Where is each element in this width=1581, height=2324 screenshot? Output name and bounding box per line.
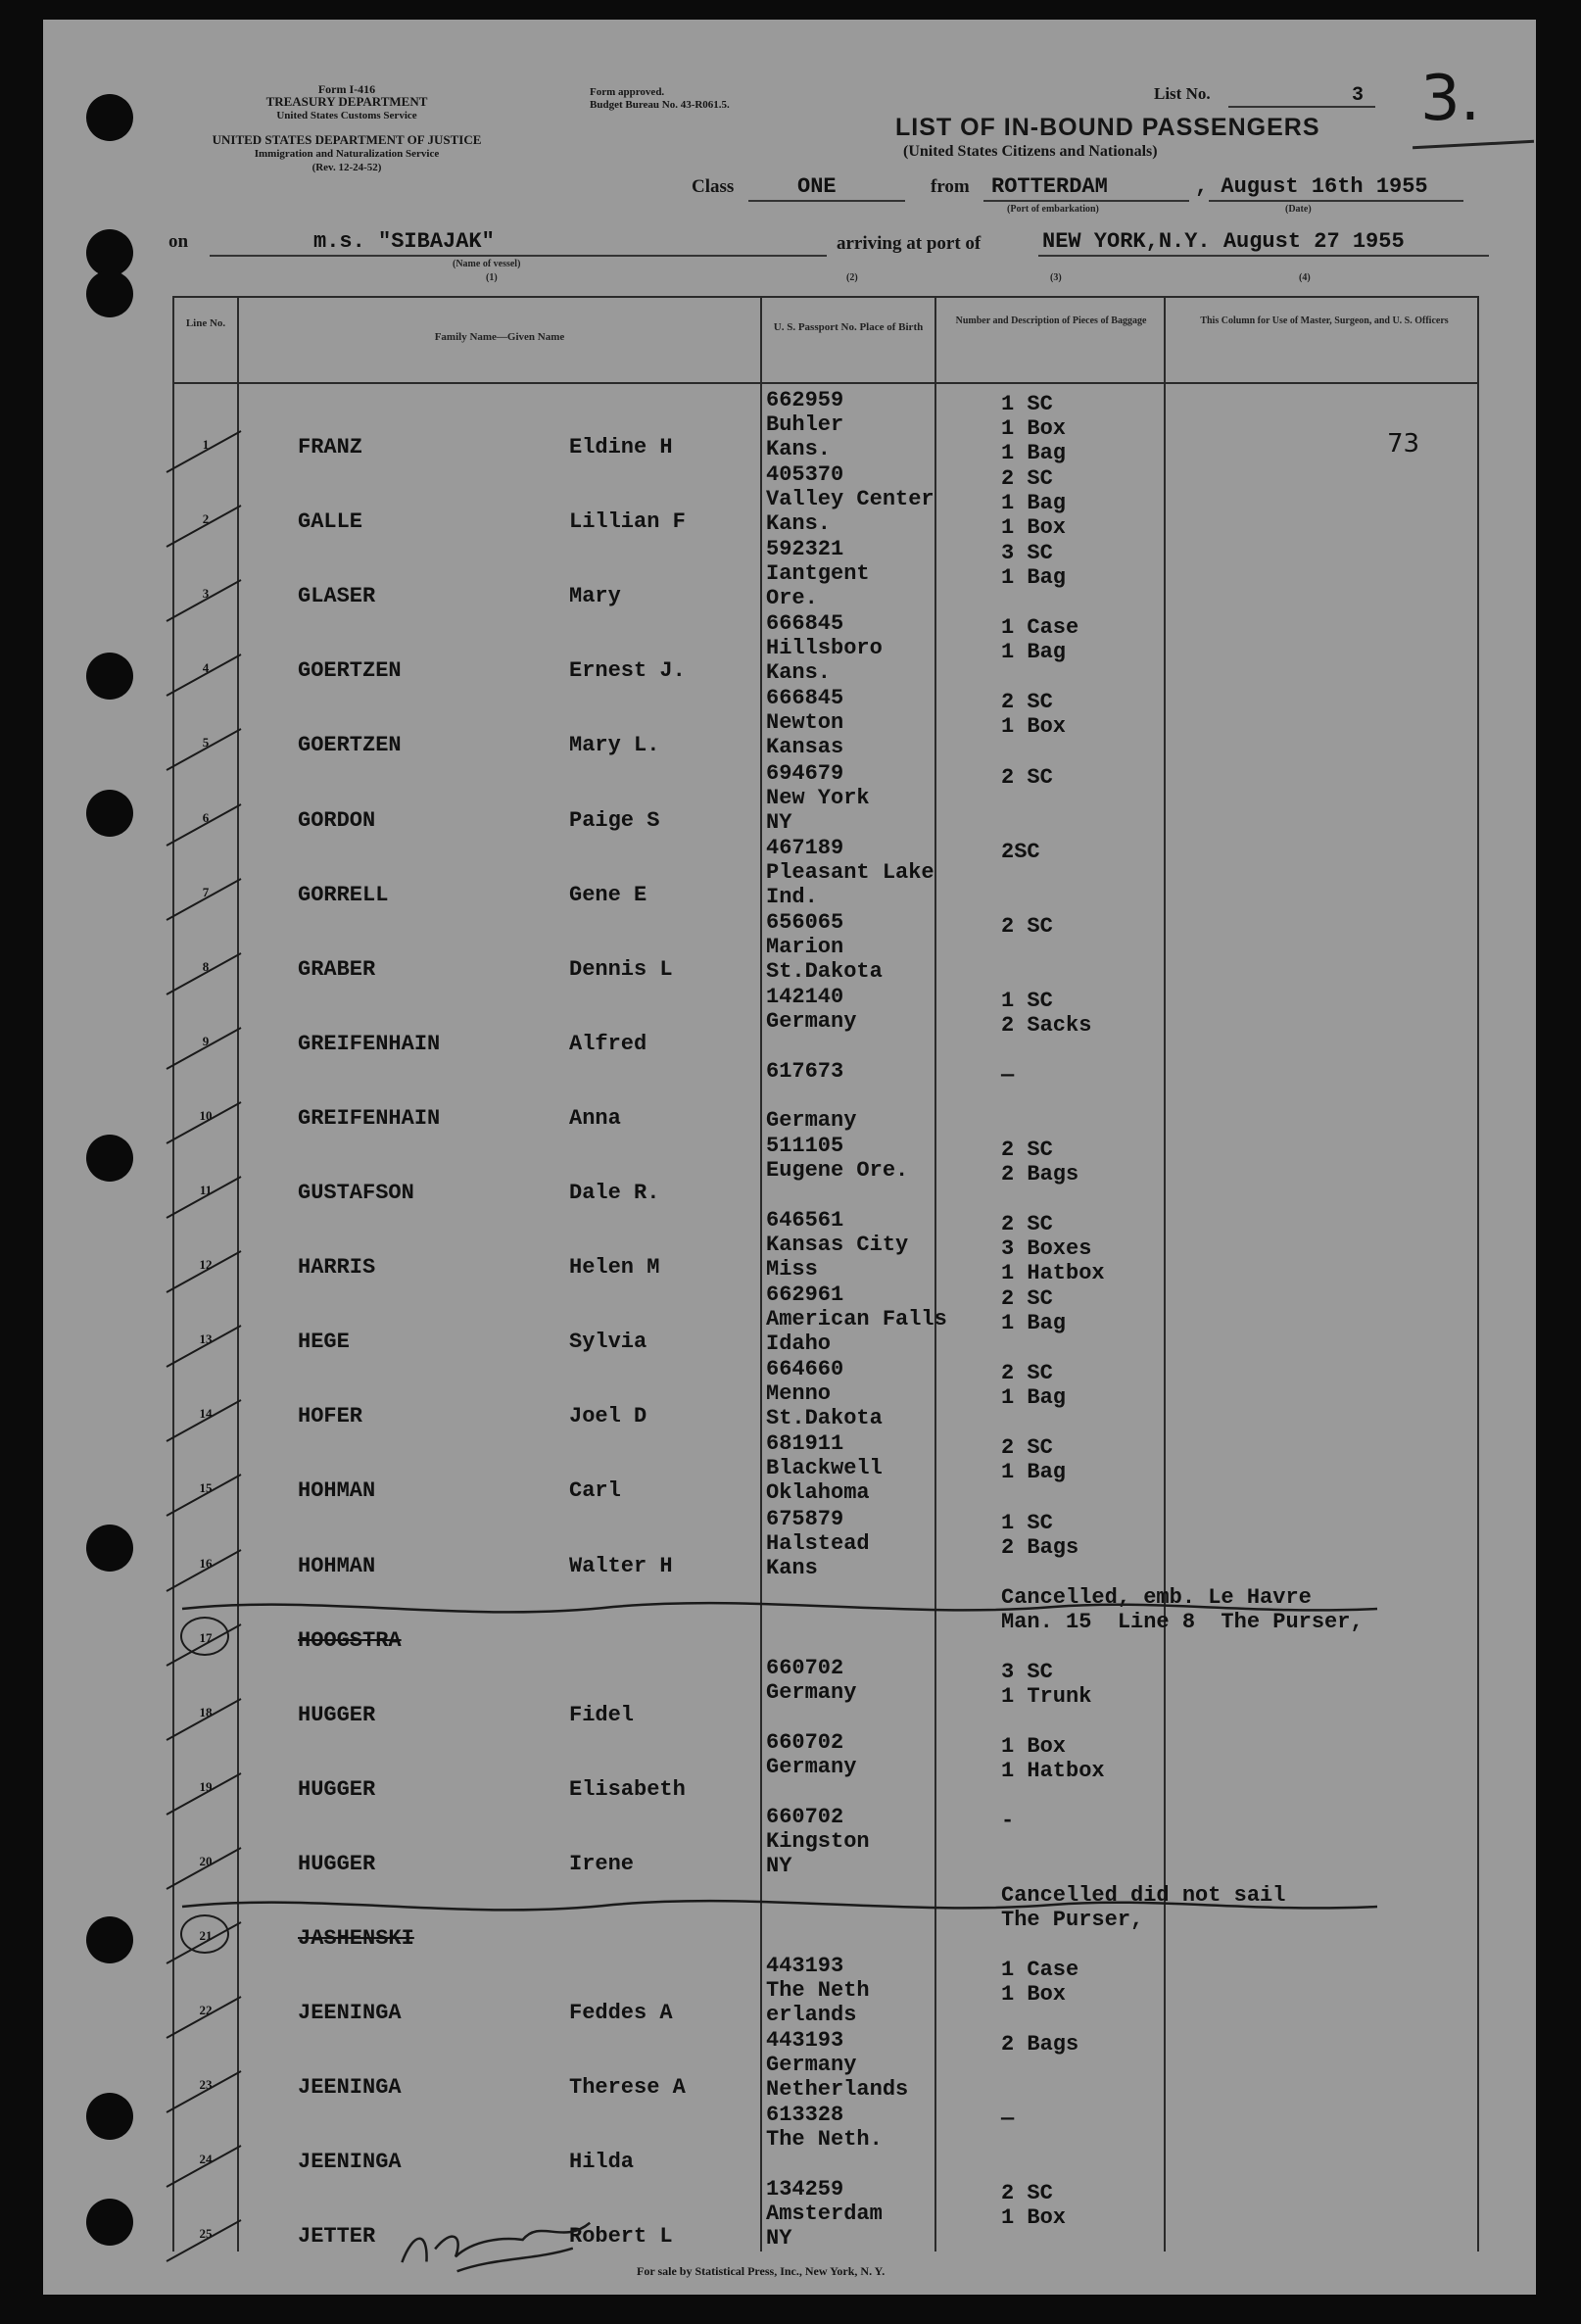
baggage-description: 1 Case 1 Bag xyxy=(1001,615,1079,665)
line-number: 18 xyxy=(199,1704,213,1719)
line-number: 4 xyxy=(202,660,210,676)
vessel-name: m.s. "SIBAJAK" xyxy=(313,229,495,254)
baggage-description: 2 SC 1 Box xyxy=(1001,690,1067,740)
table-row xyxy=(172,537,1479,611)
given-name: Eldine H xyxy=(569,435,673,460)
table-row xyxy=(172,1656,1479,1730)
baggage-description: — xyxy=(1001,2106,1015,2132)
table-row xyxy=(172,1134,1479,1208)
cancellation-note: Cancelled, emb. Le Havre Man. 15 Line 8 The Purser, xyxy=(1001,1584,1364,1634)
passport-birthplace: 142140 Germany xyxy=(766,984,857,1034)
officer-note: 73 xyxy=(1387,429,1420,459)
arrival-port-date: NEW YORK,N.Y. August 27 1955 xyxy=(1042,229,1405,254)
header-baggage: Number and Description of Pieces of Baggage xyxy=(955,315,1147,326)
passport-birthplace: 664660 Menno St.Dakota xyxy=(766,1357,883,1431)
family-name: GREIFENHAIN xyxy=(298,1105,441,1131)
page-title: LIST OF IN-BOUND PASSENGERS xyxy=(895,114,1320,141)
table-row xyxy=(172,910,1479,985)
family-name: JETTER xyxy=(298,2224,376,2250)
table-row xyxy=(172,1431,1479,1506)
baggage-description: — xyxy=(1001,1062,1015,1088)
family-name: HOOGSTRA xyxy=(298,1627,402,1653)
given-name: Elisabeth xyxy=(569,1776,686,1802)
from-underline xyxy=(983,200,1189,202)
passport-birthplace: 443193 The Neth erlands xyxy=(766,1954,870,2028)
on-label: on xyxy=(168,231,189,252)
passport-birthplace: 592321 Iantgent Ore. xyxy=(766,537,870,611)
baggage-description: 2 Bags xyxy=(1001,2032,1079,2058)
baggage-description: 2 SC xyxy=(1001,764,1053,790)
passport-birthplace: 662959 Buhler Kans. xyxy=(766,388,844,461)
passport-birthplace: 662961 American Falls Idaho xyxy=(766,1283,947,1357)
line-number: 8 xyxy=(202,958,210,974)
page-subtitle: (United States Citizens and Nationals) xyxy=(903,143,1158,160)
table-row xyxy=(172,2028,1479,2103)
list-number: 3 xyxy=(1352,84,1365,107)
date-caption: (Date) xyxy=(1285,204,1312,215)
table-row xyxy=(172,2177,1479,2251)
check-mark-icon xyxy=(165,2216,253,2265)
passport-birthplace: 666845 Newton Kansas xyxy=(766,686,844,760)
col-num-3: (3) xyxy=(1050,272,1062,283)
table-row xyxy=(172,985,1479,1059)
family-name: FRANZ xyxy=(298,435,363,460)
family-name: JASHENSKI xyxy=(298,1926,414,1951)
line-number: 7 xyxy=(202,884,210,899)
vessel-underline xyxy=(210,255,827,257)
passport-birthplace: 511105 Eugene Ore. xyxy=(766,1134,909,1183)
form-number: Form I-416 xyxy=(317,82,376,96)
footer-publisher: For sale by Statistical Press, Inc., New York, N. Y. xyxy=(637,2264,886,2278)
table-row xyxy=(172,1059,1479,1134)
port-of-embarkation: ROTTERDAM xyxy=(991,174,1108,199)
passport-birthplace: 617673 Germany xyxy=(766,1058,857,1133)
punch-hole-4 xyxy=(86,653,133,700)
punch-hole-5 xyxy=(86,790,133,837)
line-number: 24 xyxy=(199,2152,213,2167)
given-name: Alfred xyxy=(569,1031,647,1056)
table-row xyxy=(172,761,1479,836)
punch-hole-3 xyxy=(86,270,133,317)
punch-hole-9 xyxy=(86,2093,133,2140)
from-label: from xyxy=(931,176,970,197)
class-underline xyxy=(748,200,905,202)
revision: (Rev. 12-24-52) xyxy=(311,162,382,173)
table-row xyxy=(172,1581,1479,1656)
document-page xyxy=(43,20,1536,2295)
line-number: 19 xyxy=(199,1778,213,1794)
line-number: 1 xyxy=(202,437,210,452)
family-name: GOERTZEN xyxy=(298,733,402,758)
passport-birthplace: 613328 The Neth. xyxy=(766,2103,883,2153)
list-number-handwritten: 3. xyxy=(1420,63,1481,135)
line-number: 2 xyxy=(202,511,210,527)
line-number: 21 xyxy=(199,1928,213,1943)
given-name: Gene E xyxy=(569,882,647,907)
family-name: JEENINGA xyxy=(298,2001,402,2026)
family-name: GREIFENHAIN xyxy=(298,1031,441,1056)
line-number: 20 xyxy=(199,1853,213,1868)
punch-hole-7 xyxy=(86,1525,133,1572)
table-row xyxy=(172,1357,1479,1431)
family-name: HARRIS xyxy=(298,1255,376,1281)
baggage-description: 2 SC 3 Boxes 1 Hatbox xyxy=(1001,1212,1105,1286)
arrival-underline xyxy=(1038,255,1489,257)
family-name: HUGGER xyxy=(298,1851,376,1876)
passenger-table xyxy=(172,296,1479,2251)
family-name: GORRELL xyxy=(298,882,389,907)
line-number: 13 xyxy=(199,1331,213,1347)
family-name: GALLE xyxy=(298,509,363,535)
col-num-1: (1) xyxy=(486,272,498,283)
line-number: 10 xyxy=(199,1107,213,1123)
passport-birthplace: 134259 Amsterdam NY xyxy=(766,2177,883,2251)
form-approved: Form approved. xyxy=(590,86,665,98)
baggage-description: 1 Case 1 Box xyxy=(1001,1958,1079,2008)
arriving-label: arriving at port of xyxy=(837,233,982,254)
baggage-description: 2 SC 1 Bag 1 Box xyxy=(1001,466,1067,541)
given-name: Paige S xyxy=(569,807,660,833)
family-name: HOFER xyxy=(298,1404,363,1429)
cancellation-note: Cancelled did not sail The Purser, xyxy=(1001,1883,1286,1932)
embarkation-date: , August 16th 1955 xyxy=(1195,174,1428,199)
table-row xyxy=(172,1283,1479,1357)
given-name: Mary L. xyxy=(569,733,660,758)
table-row xyxy=(172,462,1479,541)
dept-treasury-sub: United States Customs Service xyxy=(276,110,417,121)
passport-birthplace: 675879 Halstead Kans xyxy=(766,1506,870,1580)
table-row xyxy=(172,388,1479,465)
header-officers: This Column for Use of Master, Surgeon, and U. S. Officers xyxy=(1200,315,1449,326)
given-name: Therese A xyxy=(569,2075,686,2101)
class-value: ONE xyxy=(797,174,837,199)
baggage-description: 2 SC 2 Bags xyxy=(1001,1138,1079,1186)
passport-birthplace: 467189 Pleasant Lake Ind. xyxy=(766,835,934,909)
line-number: 22 xyxy=(199,2003,213,2018)
family-name: GORDON xyxy=(298,807,376,833)
given-name: Lillian F xyxy=(569,509,686,535)
given-name: Anna xyxy=(569,1105,621,1131)
family-name: GRABER xyxy=(298,956,376,982)
given-name: Robert L xyxy=(569,2224,673,2250)
baggage-description: 1 SC 2 Bags xyxy=(1001,1510,1079,1560)
baggage-description: 1 Box 1 Hatbox xyxy=(1001,1733,1105,1783)
family-name: GOERTZEN xyxy=(298,658,402,684)
line-number: 3 xyxy=(202,586,210,602)
given-name: Ernest J. xyxy=(569,658,686,684)
table-row xyxy=(172,1208,1479,1286)
table-row xyxy=(172,1879,1479,1954)
punch-hole-8 xyxy=(86,1916,133,1963)
given-name: Dennis L xyxy=(569,956,673,982)
baggage-description: 1 SC 1 Box 1 Bag xyxy=(1001,392,1067,465)
baggage-description: 3 SC 1 Bag xyxy=(1001,541,1067,591)
family-name: HUGGER xyxy=(298,1702,376,1727)
baggage-description: 3 SC 1 Trunk xyxy=(1001,1659,1092,1709)
line-number: 17 xyxy=(199,1629,213,1645)
line-number: 14 xyxy=(199,1406,213,1422)
given-name: Mary xyxy=(569,584,621,609)
given-name: Fidel xyxy=(569,1702,635,1727)
given-name: Sylvia xyxy=(569,1330,647,1355)
passport-birthplace: 656065 Marion St.Dakota xyxy=(766,909,883,984)
list-label: List No. xyxy=(1154,84,1211,103)
family-name: GUSTAFSON xyxy=(298,1181,414,1205)
class-label: Class xyxy=(692,176,735,197)
given-name: Dale R. xyxy=(569,1181,660,1205)
punch-hole-10 xyxy=(86,2199,133,2246)
header-passport: U. S. Passport No. Place of Birth xyxy=(773,321,924,333)
family-name: HUGGER xyxy=(298,1776,376,1802)
line-number: 9 xyxy=(202,1033,210,1048)
line-number: 6 xyxy=(202,809,210,825)
family-name: JEENINGA xyxy=(298,2150,402,2175)
line-number: 23 xyxy=(199,2077,213,2093)
dept-justice-sub: Immigration and Naturalization Service xyxy=(254,148,440,160)
handwritten-underline xyxy=(1413,140,1534,149)
cancel-strike-line xyxy=(172,1589,1475,1628)
punch-hole-2 xyxy=(86,229,133,276)
family-name: JEENINGA xyxy=(298,2075,402,2101)
line-number: 15 xyxy=(199,1480,213,1496)
given-name: Joel D xyxy=(569,1404,647,1429)
passport-birthplace: 660702 Germany xyxy=(766,1729,857,1779)
punch-hole-1 xyxy=(86,94,133,141)
passport-birthplace: 660702 Kingston NY xyxy=(766,1804,870,1878)
passport-birthplace: 666845 Hillsboro Kans. xyxy=(766,611,883,686)
cancel-strike-line xyxy=(172,1887,1475,1926)
baggage-description: 2SC xyxy=(1001,839,1040,864)
family-name: HEGE xyxy=(298,1330,350,1355)
line-number: 12 xyxy=(199,1257,213,1273)
date-underline xyxy=(1209,200,1463,202)
passport-birthplace: 443193 Germany Netherlands xyxy=(766,2028,909,2103)
family-name: HOHMAN xyxy=(298,1478,376,1504)
table-row xyxy=(172,611,1479,686)
table-header-border xyxy=(172,382,1479,384)
dept-treasury: TREASURY DEPARTMENT xyxy=(265,94,428,109)
table-row xyxy=(172,836,1479,910)
col-num-2: (2) xyxy=(846,272,858,283)
line-number: 11 xyxy=(199,1183,213,1197)
baggage-description: - xyxy=(1001,1808,1015,1833)
port-caption: (Port of embarkation) xyxy=(1007,204,1099,215)
header-name: Family Name—Given Name xyxy=(434,331,565,343)
passport-birthplace: 646561 Kansas City Miss xyxy=(766,1208,909,1283)
line-number: 5 xyxy=(202,735,210,750)
baggage-description: 2 SC 1 Bag xyxy=(1001,1361,1067,1411)
family-name: GLASER xyxy=(298,584,376,609)
vessel-caption: (Name of vessel) xyxy=(453,259,521,269)
passport-birthplace: 405370 Valley Center Kans. xyxy=(766,462,934,537)
line-number: 25 xyxy=(199,2226,213,2242)
table-row xyxy=(172,1730,1479,1805)
budget-bureau: Budget Bureau No. 43-R061.5. xyxy=(590,99,730,111)
baggage-description: 2 SC 1 Box xyxy=(1001,2181,1067,2231)
given-name: Walter H xyxy=(569,1553,673,1578)
table-row xyxy=(172,2103,1479,2177)
given-name: Hilda xyxy=(569,2150,635,2175)
passport-birthplace: 694679 New York NY xyxy=(766,760,870,835)
passport-birthplace: 681911 Blackwell Oklahoma xyxy=(766,1431,883,1506)
line-number: 16 xyxy=(199,1555,213,1571)
given-name: Feddes A xyxy=(569,2001,673,2026)
table-row xyxy=(172,1805,1479,1879)
given-name: Helen M xyxy=(569,1255,660,1281)
given-name: Carl xyxy=(569,1478,621,1504)
punch-hole-6 xyxy=(86,1135,133,1182)
table-row xyxy=(172,686,1479,760)
table-row xyxy=(172,1507,1479,1581)
table-row xyxy=(172,1954,1479,2028)
given-name: Irene xyxy=(569,1851,635,1876)
table-top-border xyxy=(172,296,1479,298)
dept-justice: UNITED STATES DEPARTMENT OF JUSTICE xyxy=(212,132,482,147)
baggage-description: 2 SC xyxy=(1001,913,1053,939)
col-num-4: (4) xyxy=(1299,272,1311,283)
baggage-description: 2 SC 1 Bag xyxy=(1001,1286,1067,1336)
family-name: HOHMAN xyxy=(298,1553,376,1578)
baggage-description: 1 SC 2 Sacks xyxy=(1001,988,1092,1038)
passport-birthplace: 660702 Germany xyxy=(766,1655,857,1705)
header-line-no: Line No. xyxy=(185,317,226,329)
baggage-description: 2 SC 1 Bag xyxy=(1001,1435,1067,1485)
